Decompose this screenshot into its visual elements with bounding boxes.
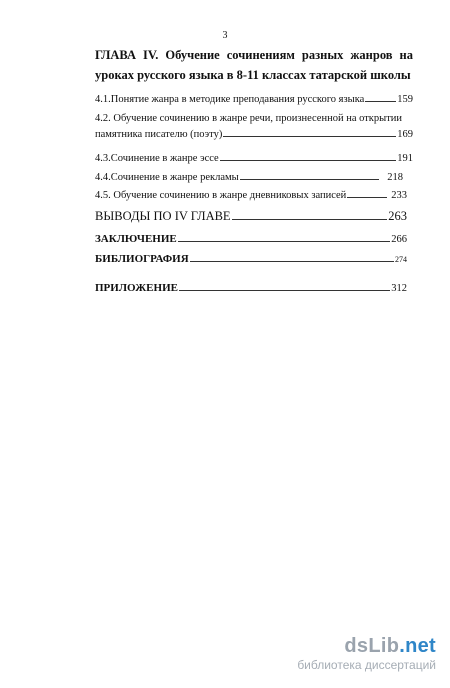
site-watermark <box>297 635 436 673</box>
toc-entry-4-3 <box>95 153 413 164</box>
toc-entry-page: 233 <box>391 190 407 201</box>
chapter-title <box>95 45 413 85</box>
watermark-logo-main: dsLib <box>344 635 400 657</box>
dot-leader <box>347 196 387 198</box>
watermark-logo-suffix: .net <box>399 635 436 657</box>
toc-entry-4-5 <box>95 190 407 201</box>
toc-entry-conclusion <box>95 233 407 245</box>
toc-entry-4-4 <box>95 172 403 183</box>
toc-entry-page: 274 <box>395 255 407 264</box>
page-number: 3 <box>222 30 228 41</box>
toc-entry-4-2 <box>95 113 413 140</box>
dot-leader <box>223 135 396 137</box>
toc-entry-title: ВЫВОДЫ ПО IV ГЛАВЕ <box>95 209 231 223</box>
dot-leader <box>190 260 394 262</box>
toc-entry-page: 159 <box>397 94 413 105</box>
toc-entry-title: БИБЛИОГРАФИЯ <box>95 253 189 265</box>
toc-entry-page: 266 <box>391 234 407 245</box>
toc-entry-title: ПРИЛОЖЕНИЕ <box>95 282 178 294</box>
dot-leader <box>232 218 388 220</box>
dot-leader <box>220 159 397 161</box>
toc-entry-4-1 <box>95 94 413 105</box>
toc-entry-bibliography <box>95 253 407 265</box>
watermark-logo <box>297 635 436 657</box>
dot-leader <box>178 240 391 242</box>
chapter-title-line-2: уроках русского языка в 8-11 классах татарской школы <box>95 68 411 82</box>
dot-leader <box>365 100 396 102</box>
toc-entry-title: ЗАКЛЮЧЕНИЕ <box>95 233 177 245</box>
toc-entry-title-line-2: памятника писателю (поэту) <box>95 129 223 140</box>
toc-entry-page: 312 <box>391 283 407 294</box>
toc-entry-title-line-1: 4.2. Обучение сочинению в жанре речи, произнесенной на открытии <box>95 113 403 124</box>
toc-entry-title: 4.3.Сочинение в жанре эссе <box>95 153 219 164</box>
toc-entry-title: 4.5. Обучение сочинению в жанре дневниковых записей <box>95 190 347 201</box>
toc-entry-page: 191 <box>397 153 413 164</box>
dot-leader <box>179 289 390 291</box>
toc-entry-title: 4.1.Понятие жанра в методике преподавания русского языка <box>95 94 365 105</box>
toc-entry-appendix <box>95 282 407 294</box>
toc-entry-page: 169 <box>397 129 413 140</box>
toc-entry-page: 218 <box>387 172 403 183</box>
toc-entry-title: 4.4.Сочинение в жанре рекламы <box>95 172 239 183</box>
dot-leader <box>240 178 380 180</box>
toc-entry-conclusions-ch4 <box>95 209 407 224</box>
chapter-title-line-1: ГЛАВА IV. Обучение сочинениям разных жанров на <box>95 48 413 62</box>
watermark-tagline: библиотека диссертаций <box>297 658 436 672</box>
toc-entry-page: 263 <box>388 209 407 223</box>
